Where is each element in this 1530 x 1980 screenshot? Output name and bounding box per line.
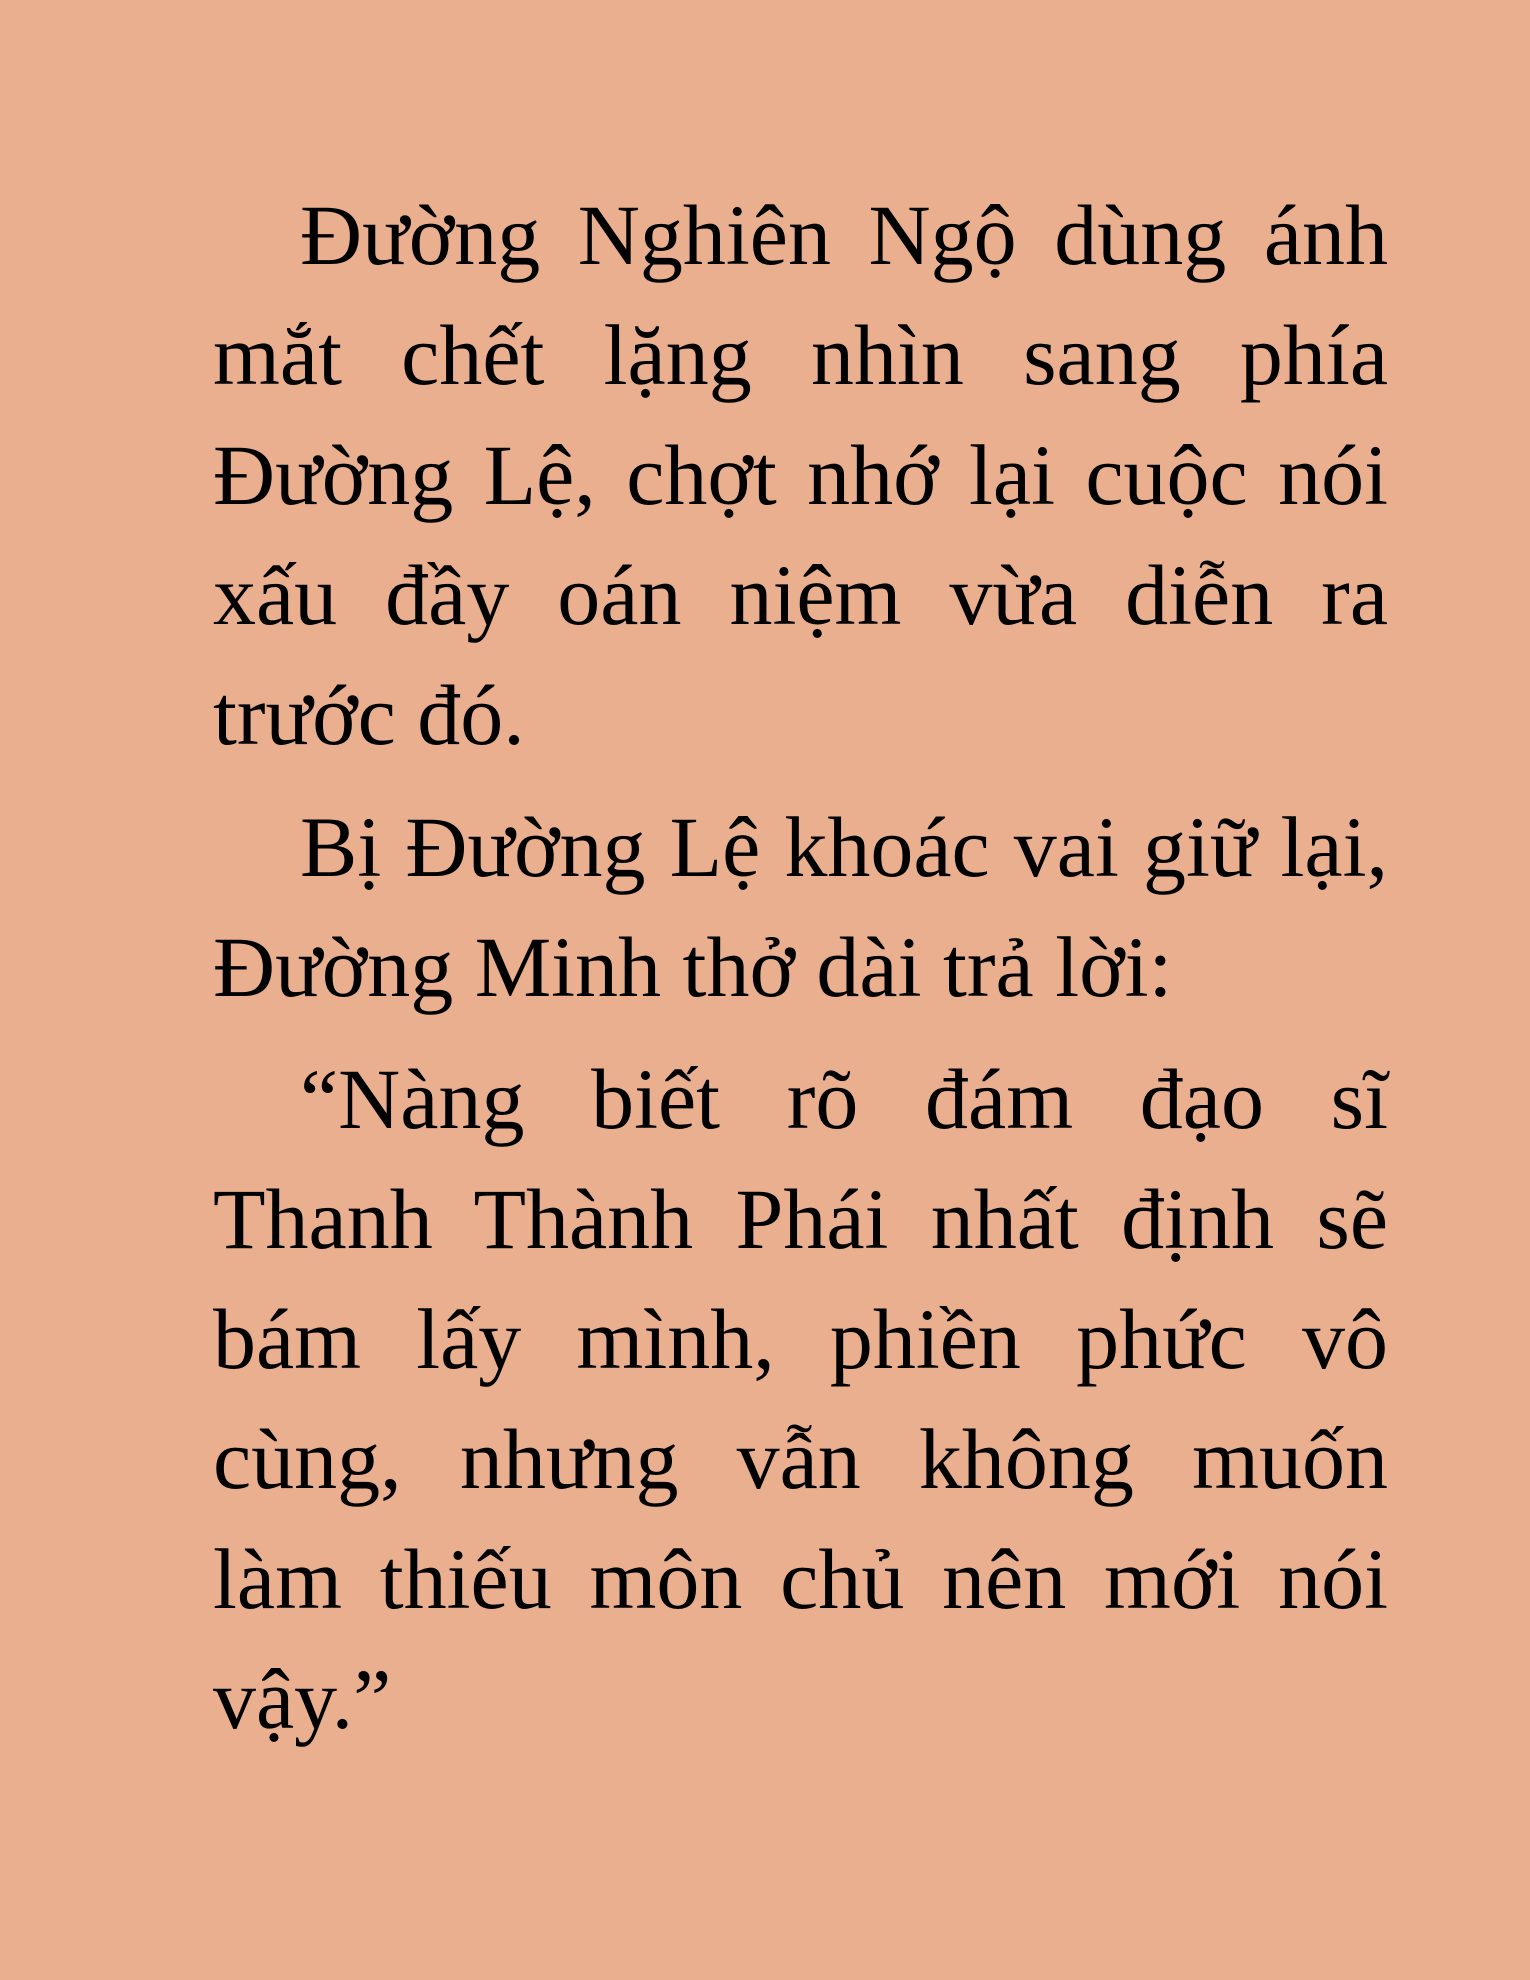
paragraph-2: Bị Đường Lệ khoác vai giữ lại, Đường Minh thở dài trả lời: bbox=[213, 799, 1388, 1015]
paragraph-3: “Nàng biết rõ đám đạo sĩ Thanh Thành Phái nhất định sẽ bám lấy mình, phiền phức vô cùng, nhưng vẫn không muốn làm thiếu môn chủ nên mới nói vậy.” bbox=[213, 1051, 1388, 1747]
paragraph-1: Đường Nghiên Ngộ dùng ánh mắt chết lặng nhìn sang phía Đường Lệ, chợt nhớ lại cuộc nói xấu đầy oán niệm vừa diễn ra trước đó. bbox=[213, 187, 1388, 763]
body-text bbox=[213, 175, 1388, 1771]
